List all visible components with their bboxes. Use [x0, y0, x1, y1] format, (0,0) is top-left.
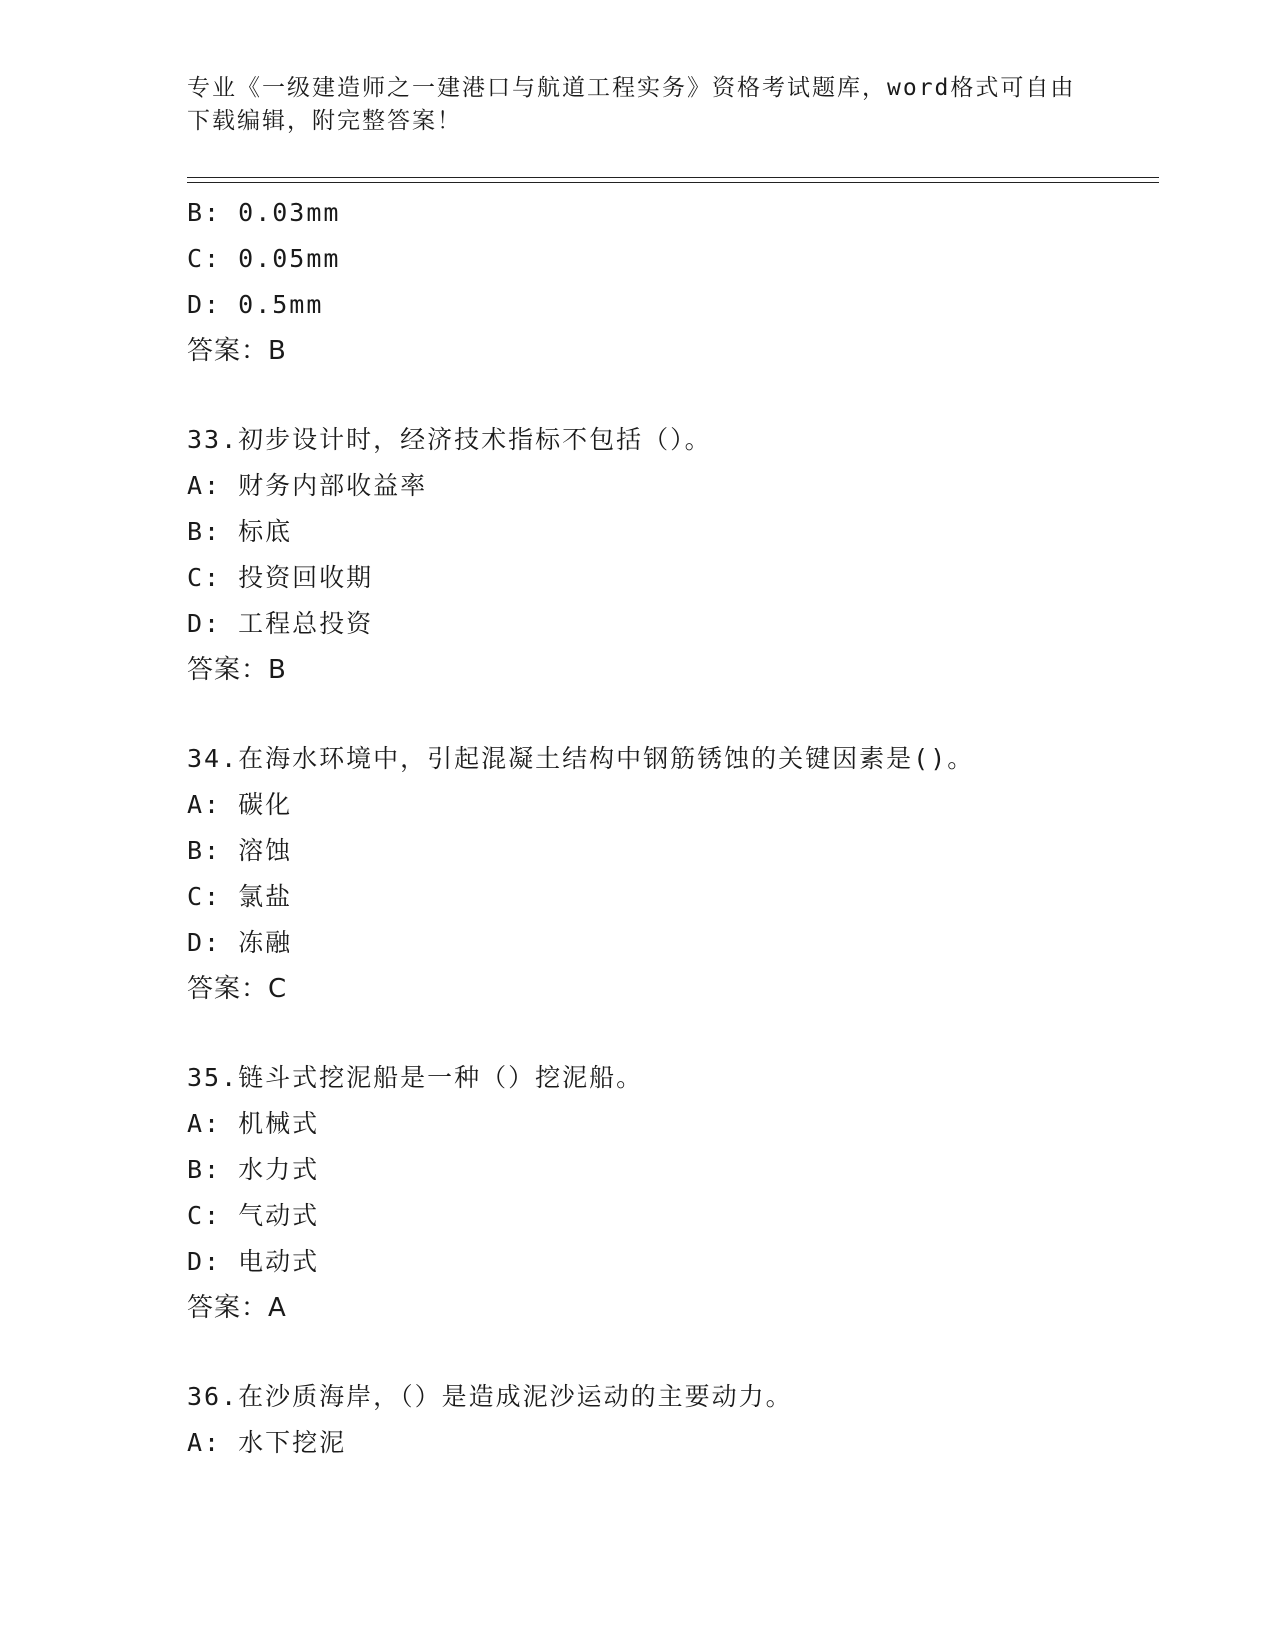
question-block-34	[187, 736, 1167, 1012]
question-list	[187, 190, 1167, 1466]
option-d: D: 冻融	[187, 928, 293, 957]
option-d: D: 0.5mm	[187, 290, 324, 319]
question-block-33	[187, 417, 1167, 693]
option-b: B: 标底	[187, 517, 293, 546]
header-line-1: 专业《一级建造师之一建港口与航道工程实务》资格考试题库，word格式可自由	[187, 75, 1076, 101]
question-block-36	[187, 1374, 1167, 1466]
answer-line: 答案：B	[187, 336, 287, 366]
option-a: A: 碳化	[187, 790, 293, 819]
option-d: D: 工程总投资	[187, 609, 374, 638]
header-divider-top	[187, 177, 1159, 178]
answer-line: 答案：C	[187, 974, 288, 1004]
option-d: D: 电动式	[187, 1247, 320, 1276]
option-a: A: 机械式	[187, 1109, 320, 1138]
option-b: B: 水力式	[187, 1155, 320, 1184]
answer-line: 答案：B	[187, 655, 287, 685]
question-stem: 34.在海水环境中，引起混凝土结构中钢筋锈蚀的关键因素是()。	[187, 744, 975, 773]
option-c: C: 气动式	[187, 1201, 320, 1230]
question-block-32-continued	[187, 190, 1167, 374]
option-b: B: 0.03mm	[187, 198, 341, 227]
question-stem: 36.在沙质海岸，（）是造成泥沙运动的主要动力。	[187, 1382, 793, 1411]
question-block-35	[187, 1055, 1167, 1331]
header-line-2: 下载编辑，附完整答案！	[187, 108, 462, 134]
option-c: C: 氯盐	[187, 882, 293, 911]
header-divider-bottom	[187, 182, 1159, 183]
option-b: B: 溶蚀	[187, 836, 293, 865]
document-header	[187, 72, 1087, 138]
option-a: A: 财务内部收益率	[187, 471, 428, 500]
option-a: A: 水下挖泥	[187, 1428, 347, 1457]
answer-line: 答案：A	[187, 1293, 287, 1323]
option-c: C: 0.05mm	[187, 244, 341, 273]
option-c: C: 投资回收期	[187, 563, 374, 592]
question-stem: 33.初步设计时，经济技术指标不包括（）。	[187, 425, 712, 454]
question-stem: 35.链斗式挖泥船是一种（）挖泥船。	[187, 1063, 644, 1092]
